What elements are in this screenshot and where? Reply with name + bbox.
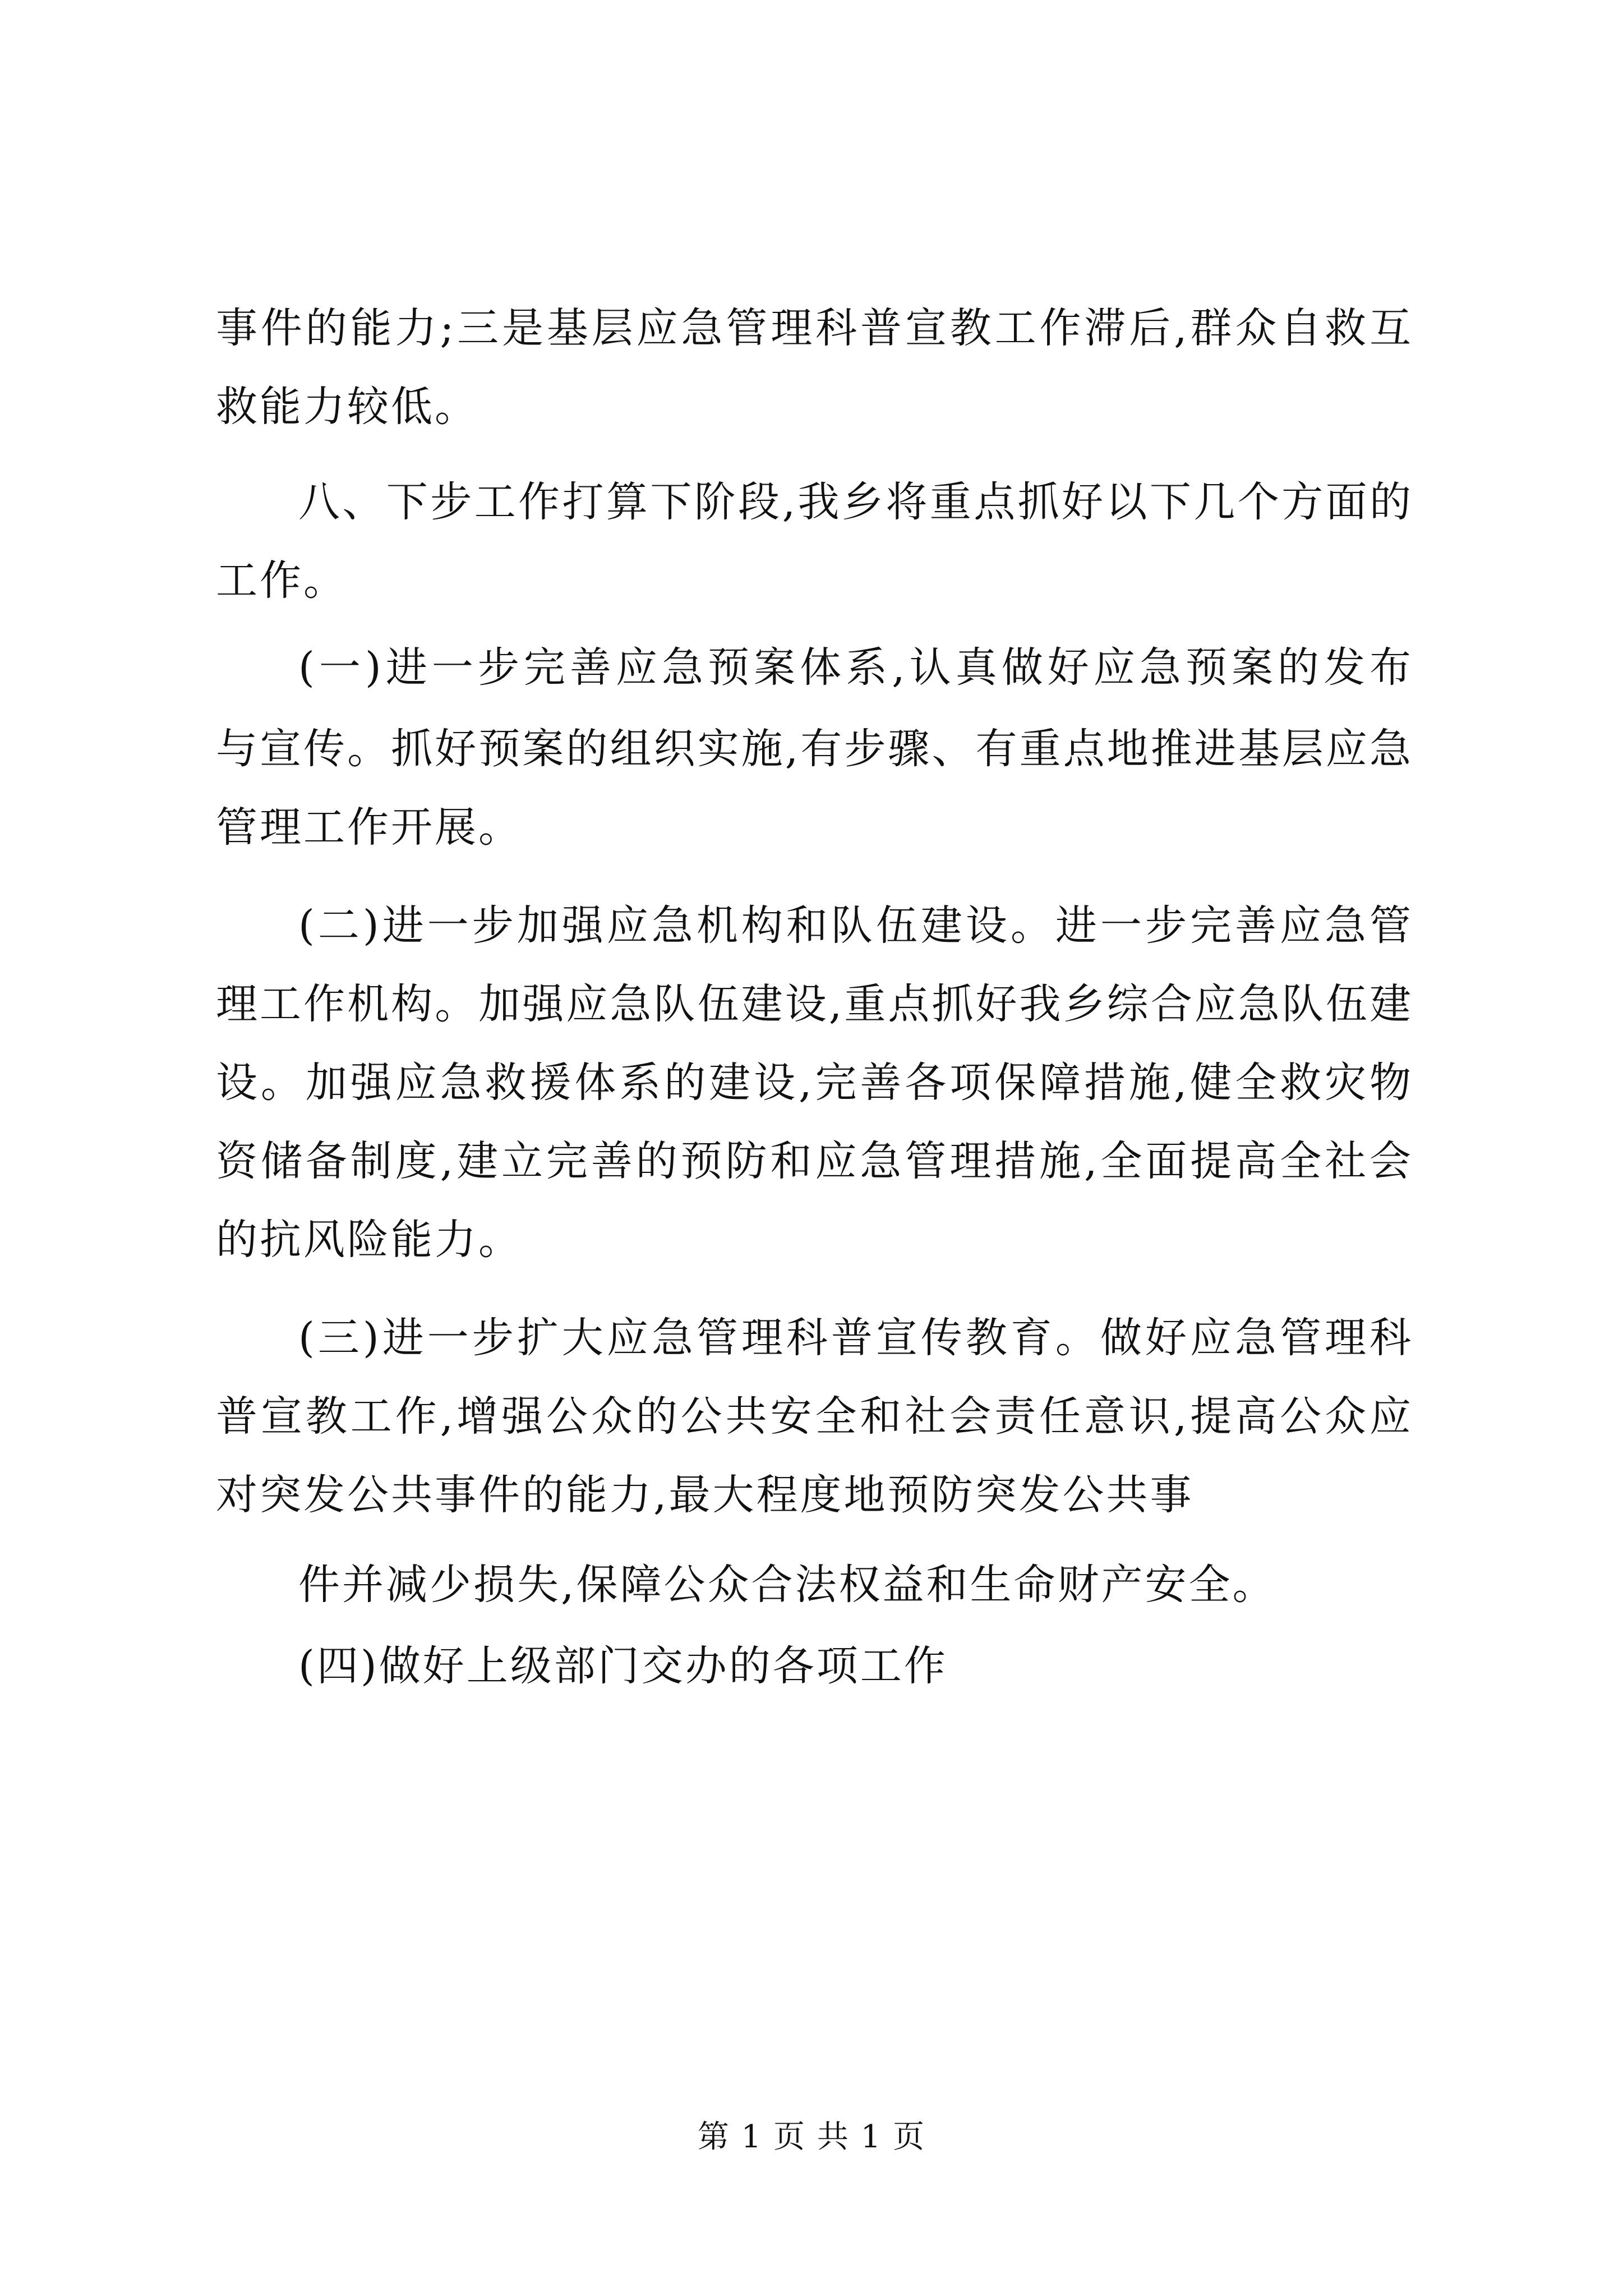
paragraph-line: 救能力较低。	[216, 383, 478, 431]
paragraph-line: 件并减少损失,保障公众合法权益和生命财产安全。	[298, 1561, 1276, 1609]
page-number-footer: 第 1 页 共 1 页	[697, 2119, 926, 2155]
paragraph-line: 事件的能力;三是基层应急管理科普宣教工作滞后,群众自救互	[216, 304, 1413, 352]
paragraph-line: 设。加强应急救援体系的建设,完善各项保障措施,健全救灾物	[216, 1059, 1413, 1107]
paragraph-line: 对突发公共事件的能力,最大程度地预防突发公共事	[216, 1471, 1194, 1519]
paragraph-line: (一)进一步完善应急预案体系,认真做好应急预案的发布	[298, 643, 1413, 692]
paragraph-line: 与宣传。抓好预案的组织实施,有步骤、有重点地推进基层应急	[216, 725, 1413, 773]
paragraph-line: 普宣教工作,增强公众的公共安全和社会责任意识,提高公众应	[216, 1392, 1413, 1441]
paragraph-line: 八、下步工作打算下阶段,我乡将重点抓好以下几个方面的	[298, 478, 1413, 526]
paragraph-line: (三)进一步扩大应急管理科普宣传教育。做好应急管理科	[298, 1314, 1413, 1362]
paragraph-line: 资储备制度,建立完善的预防和应急管理措施,全面提高全社会	[216, 1137, 1413, 1185]
paragraph-line: (二)进一步加强应急机构和队伍建设。进一步完善应急管	[298, 901, 1413, 950]
paragraph-line: (四)做好上级部门交办的各项工作	[298, 1642, 948, 1690]
paragraph-line: 理工作机构。加强应急队伍建设,重点抓好我乡综合应急队伍建	[216, 980, 1413, 1028]
paragraph-line: 管理工作开展。	[216, 803, 522, 852]
paragraph-line: 工作。	[216, 556, 347, 605]
paragraph-line: 的抗风险能力。	[216, 1216, 522, 1264]
